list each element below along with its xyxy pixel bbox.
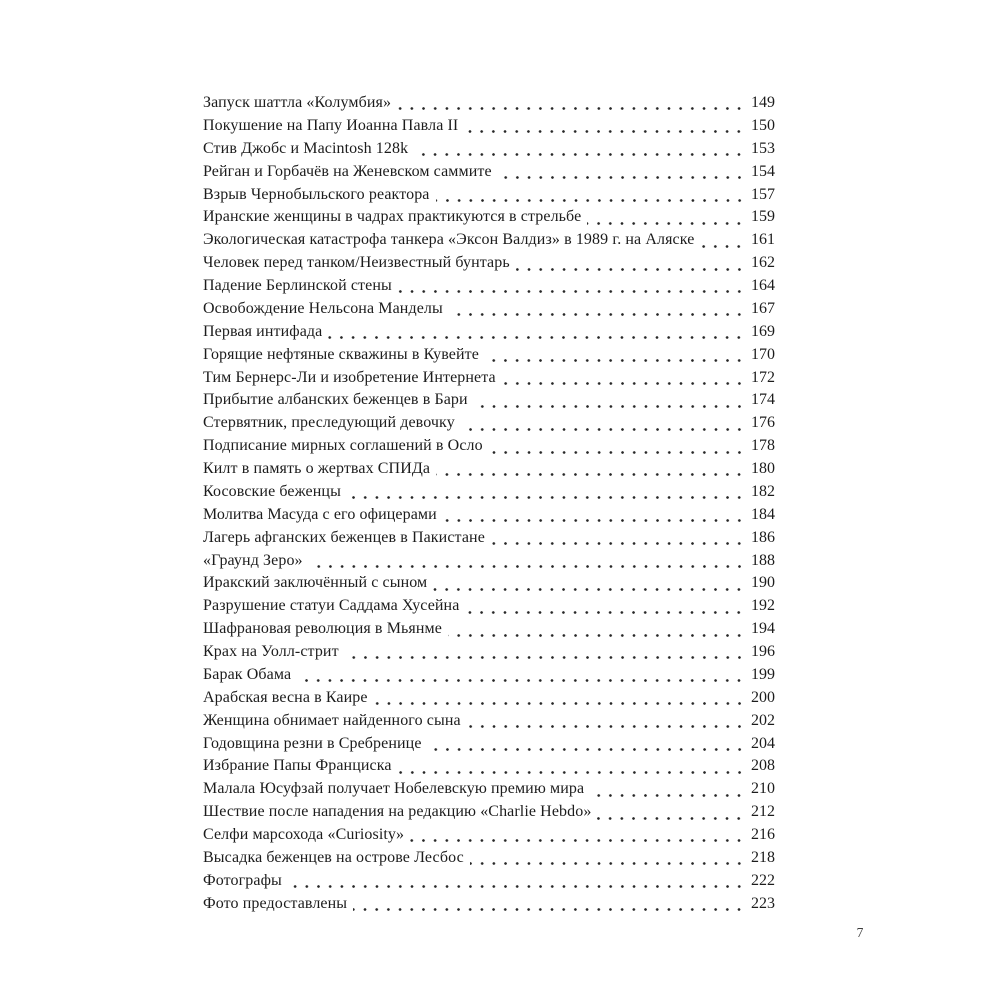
dot-leader — [502, 367, 746, 390]
toc-entry — [203, 92, 775, 115]
toc-entry — [203, 664, 775, 687]
toc-entry-title: Селфи марсохода «Curiosity» — [203, 826, 405, 843]
dot-leader — [461, 412, 746, 435]
toc-entry-title: Малала Юсуфзай получает Нобелевскую премию мира — [203, 780, 585, 798]
toc-entry — [203, 710, 775, 733]
toc-entry — [203, 778, 775, 801]
toc-entry-page: 186 — [751, 528, 775, 546]
toc-entry — [203, 618, 775, 641]
toc-entry-page: 222 — [751, 871, 775, 889]
dot-leader — [345, 641, 746, 664]
toc-entry — [203, 184, 775, 207]
toc-entry-page: 196 — [751, 643, 775, 660]
dot-leader — [398, 275, 746, 298]
toc-entry — [203, 298, 775, 321]
toc-entry-page: 223 — [751, 894, 775, 912]
toc-entry-page: 150 — [751, 116, 775, 134]
dot-leader — [465, 595, 746, 618]
toc-entry-page: 190 — [751, 574, 775, 592]
toc-entry-title: Тим Бернерс-Ли и изобретение Интернета — [203, 368, 496, 386]
dot-leader — [309, 550, 746, 573]
dot-leader — [328, 321, 746, 344]
toc-entry-page: 174 — [751, 391, 775, 409]
toc-entry-page: 161 — [751, 231, 775, 249]
dot-leader — [428, 733, 746, 756]
toc-entry-page: 154 — [751, 162, 775, 180]
dot-leader — [491, 527, 746, 550]
toc-entry-page: 208 — [751, 757, 775, 775]
toc-entry-title: Шествие после нападения на редакцию «Charlie Hebdo» — [203, 803, 592, 821]
dot-leader — [467, 710, 746, 733]
toc-entry-page: 218 — [751, 848, 775, 866]
toc-entry-title: Косовские беженцы — [203, 482, 341, 500]
toc-entry-title: Прибытие албанских беженцев в Бари — [203, 391, 468, 409]
toc-entry-title: Подписание мирных соглашений в Осло — [203, 437, 483, 455]
toc-entry — [203, 275, 775, 298]
dot-leader — [489, 435, 746, 458]
toc-entry — [203, 755, 775, 778]
toc-entry-title: Горящие нефтяные скважины в Кувейте — [203, 345, 479, 363]
toc-entry-title: Рейган и Горбачёв на Женевском саммите — [203, 162, 492, 180]
toc-entry-title: Килт в память о жертвах СПИДа — [203, 460, 431, 477]
toc-entry — [203, 595, 775, 618]
toc-entry-title: Экологическая катастрофа танкера «Эксон Валдиз» в 1989 г. на Аляске — [203, 231, 695, 249]
toc-entry-title: Молитва Масуда с его офицерами — [203, 505, 437, 523]
toc-entry-title: Освобождение Нельсона Манделы — [203, 299, 443, 317]
toc-entry — [203, 161, 775, 184]
toc-entry-title: Иракский заключённый с сыном — [203, 574, 428, 592]
toc-entry-page: 178 — [751, 437, 775, 455]
dot-leader — [700, 229, 746, 252]
toc-entry — [203, 344, 775, 367]
toc-entry — [203, 572, 775, 595]
toc-entry-page: 199 — [751, 665, 775, 683]
toc-entry-page: 210 — [751, 780, 775, 798]
toc-entry-title: Лагерь афганских беженцев в Пакистане — [203, 528, 485, 546]
toc-entry-page: 164 — [751, 277, 775, 294]
toc-entry — [203, 847, 775, 870]
toc-entry-page: 169 — [751, 322, 775, 340]
toc-entry-page: 167 — [751, 299, 775, 317]
toc-entry — [203, 458, 775, 481]
toc-entry-title: «Граунд Зеро» — [203, 551, 303, 569]
toc-entry — [203, 321, 775, 344]
toc-entry-page: 182 — [751, 482, 775, 500]
toc-entry-page: 170 — [751, 345, 775, 363]
toc-entry-title: Стервятник, преследующий девочку — [203, 414, 455, 432]
page-number: 7 — [856, 925, 864, 940]
toc-entry-title: Запуск шаттла «Колумбия» — [203, 94, 392, 111]
toc-entry — [203, 801, 775, 824]
toc-entry-page: 204 — [751, 734, 775, 752]
toc-entry-title: Высадка беженцев на острове Лесбос — [203, 848, 464, 866]
dot-leader — [353, 893, 746, 916]
toc-entry-page: 200 — [751, 688, 775, 706]
dot-leader — [590, 778, 746, 801]
toc-entry-page: 184 — [751, 505, 775, 523]
dot-leader — [397, 92, 746, 115]
dot-leader — [374, 687, 746, 710]
toc-entry-page: 162 — [751, 254, 775, 272]
toc-entry — [203, 550, 775, 573]
toc-entry-title: Барак Обама — [203, 665, 292, 683]
toc-entry-page: 153 — [751, 139, 775, 157]
toc-entry-page: 188 — [751, 551, 775, 569]
toc-entry — [203, 435, 775, 458]
toc-entry — [203, 138, 775, 161]
toc-entry — [203, 481, 775, 504]
toc-entry-page: 192 — [751, 597, 775, 615]
dot-leader — [498, 161, 746, 184]
toc-entry-title: Иранские женщины в чадрах практикуются в стрельбе — [203, 208, 582, 226]
dot-leader — [449, 298, 746, 321]
dot-leader — [464, 115, 746, 138]
dot-leader — [436, 458, 746, 481]
toc-entry-title: Падение Берлинской стены — [203, 277, 392, 294]
toc-entry — [203, 527, 775, 550]
dot-leader — [297, 664, 746, 687]
toc-entry-page: 216 — [751, 826, 775, 843]
dot-leader — [597, 801, 746, 824]
dot-leader — [436, 184, 746, 207]
toc-entry-title: Разрушение статуи Саддама Хусейна — [203, 597, 460, 615]
dot-leader — [433, 572, 746, 595]
toc-entry-page: 202 — [751, 711, 775, 729]
toc-entry — [203, 389, 775, 412]
toc-entry-title: Избрание Папы Франциска — [203, 757, 392, 775]
toc-entry — [203, 252, 775, 275]
toc-entry — [203, 893, 775, 916]
dot-leader — [288, 870, 746, 893]
toc-entry — [203, 412, 775, 435]
toc-entry-title: Покушение на Папу Иоанна Павла II — [203, 116, 459, 134]
toc-entry-title: Арабская весна в Каире — [203, 688, 368, 706]
toc-entry-title: Шафрановая революция в Мьянме — [203, 620, 442, 638]
toc-entry — [203, 870, 775, 893]
toc-entry-title: Фотографы — [203, 871, 282, 889]
toc-entry-title: Стив Джобс и Macintosh 128k — [203, 139, 409, 157]
toc-entry-title: Женщина обнимает найденного сына — [203, 711, 461, 729]
dot-leader — [485, 344, 746, 367]
toc-list — [203, 92, 775, 916]
dot-leader — [474, 389, 746, 412]
toc-entry-title: Человек перед танком/Неизвестный бунтарь — [203, 254, 510, 272]
toc-entry — [203, 641, 775, 664]
toc-entry-page: 194 — [751, 620, 775, 638]
toc-entry-page: 157 — [751, 185, 775, 203]
toc-entry — [203, 687, 775, 710]
toc-entry-page: 149 — [751, 94, 775, 111]
dot-leader — [470, 847, 746, 870]
toc-entry — [203, 824, 775, 847]
toc-entry — [203, 115, 775, 138]
toc-entry — [203, 206, 775, 229]
toc-entry-page: 159 — [751, 208, 775, 226]
toc-entry-title: Фото предоставлены — [203, 894, 348, 912]
toc-entry — [203, 229, 775, 252]
toc-entry — [203, 504, 775, 527]
toc-entry-title: Крах на Уолл-стрит — [203, 643, 339, 660]
toc-entry-title: Первая интифада — [203, 322, 323, 340]
dot-leader — [414, 138, 746, 161]
toc-entry-page: 180 — [751, 460, 775, 477]
toc-entry-page: 172 — [751, 368, 775, 386]
toc-entry-page: 212 — [751, 803, 775, 821]
dot-leader — [410, 824, 746, 847]
toc-entry-title: Годовщина резни в Сребренице — [203, 734, 422, 752]
dot-leader — [587, 206, 746, 229]
dot-leader — [443, 504, 746, 527]
dot-leader — [516, 252, 746, 275]
toc-entry-title: Взрыв Чернобыльского реактора — [203, 185, 430, 203]
dot-leader — [347, 481, 746, 504]
toc-entry — [203, 733, 775, 756]
dot-leader — [398, 755, 746, 778]
toc-entry — [203, 367, 775, 390]
dot-leader — [448, 618, 746, 641]
toc-entry-page: 176 — [751, 414, 775, 432]
